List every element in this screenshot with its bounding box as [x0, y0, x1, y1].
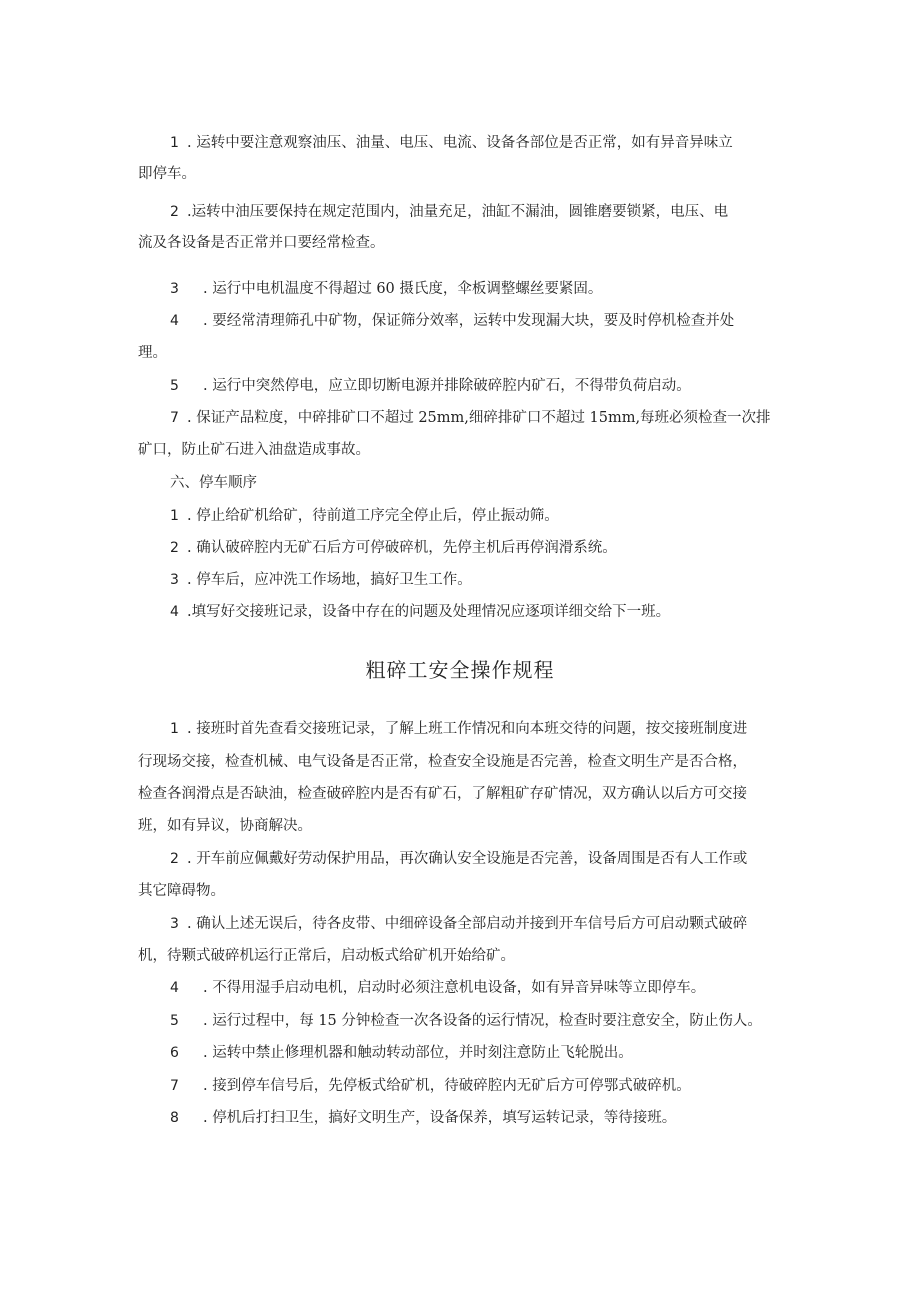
paragraph-line: . 运转中要注意观察油压、油量、电压、电流、设备各部位是否正常，如有异音异味立: [187, 135, 733, 151]
paragraph-line: . 停车后，应冲洗工作场地，搞好卫生工作。: [187, 572, 472, 588]
paragraph-line: . 确认破碎腔内无矿石后方可停破碎机，先停主机后再停润滑系统。: [187, 540, 617, 556]
item-number: 2: [170, 851, 179, 867]
item-number: 1: [170, 508, 179, 524]
paragraph-line: . 不得用湿手启动电机，启动时必须注意机电设备，如有异音异味等立即停车。: [203, 980, 706, 996]
paragraph-line: . 停止给矿机给矿，待前道工序完全停止后，停止振动筛。: [187, 508, 559, 524]
paragraph-line: . 要经常清理筛孔中矿物，保证筛分效率，运转中发现漏大块，要及时停机检查并处: [203, 313, 735, 329]
paragraph-line: 班，如有异议，协商解决。: [138, 818, 312, 834]
paragraph-line: .填写好交接班记录，设备中存在的问题及处理情况应逐项详细交给下一班。: [187, 604, 671, 620]
paragraph-line: 其它障碍物。: [138, 883, 225, 899]
item-number: 4: [170, 313, 179, 329]
item-number: 4: [170, 604, 179, 620]
paragraph-line: 理。: [138, 345, 167, 361]
section-heading: 六、停车顺序: [170, 475, 257, 491]
item-number: 3: [170, 572, 179, 588]
item-number: 6: [170, 1045, 179, 1061]
item-number: 2: [170, 540, 179, 556]
paragraph-line: . 停机后打扫卫生，搞好文明生产，设备保养，填写运转记录，等待接班。: [203, 1110, 677, 1126]
item-number: 1: [170, 721, 179, 737]
paragraph-line: . 运行中突然停电，应立即切断电源并排除破碎腔内矿石，不得带负荷启动。: [203, 378, 691, 394]
item-number: 5: [170, 378, 179, 394]
paragraph-line: . 开车前应佩戴好劳动保护用品，再次确认安全设施是否完善，设备周围是否有人工作或: [187, 851, 748, 867]
item-number: 5: [170, 1013, 179, 1029]
item-number: 1: [170, 135, 179, 151]
item-number: 7: [170, 1078, 179, 1094]
paragraph-line: .运转中油压要保持在规定范围内，油量充足，油缸不漏油，圆锥磨要锁紧，电压、电: [187, 204, 729, 220]
item-number: 3: [170, 916, 179, 932]
item-number: 7: [170, 410, 179, 426]
paragraph-line: 行现场交接，检查机械、电气设备是否正常，检查安全设施是否完善，检查文明生产是否合格，: [138, 754, 747, 770]
paragraph-line: . 运转中禁止修理机器和触动转动部位，并时刻注意防止飞轮脱出。: [203, 1045, 633, 1061]
paragraph-line: 流及各设备是否正常并口要经常检查。: [138, 235, 385, 251]
paragraph-line: . 保证产品粒度，中碎排矿口不超过 25mm,细碎排矿口不超过 15mm,每班必须检查一次排: [187, 410, 771, 426]
paragraph-line: . 运行中电机温度不得超过 60 摄氏度，伞板调整螺丝要紧固。: [203, 281, 603, 297]
paragraph-line: 检查各润滑点是否缺油，检查破碎腔内是否有矿石，了解粗矿存矿情况，双方确认以后方可交接: [138, 786, 747, 802]
paragraph-line: . 运行过程中，每 15 分钟检查一次各设备的运行情况，检查时要注意安全，防止伤人。: [203, 1013, 762, 1029]
paragraph-line: 即停车。: [138, 166, 196, 182]
item-number: 4: [170, 980, 179, 996]
paragraph-line: . 接到停车信号后，先停板式给矿机，待破碎腔内无矿后方可停鄂式破碎机。: [203, 1078, 691, 1094]
item-number: 3: [170, 281, 179, 297]
paragraph-line: . 确认上述无误后，待各皮带、中细碎设备全部启动并接到开车信号后方可启动颗式破碎: [187, 916, 748, 932]
paragraph-line: 机，待颗式破碎机运行正常后，启动板式给矿机开始给矿。: [138, 948, 515, 964]
paragraph-line: 矿口，防止矿石进入油盘造成事故。: [138, 442, 370, 458]
paragraph-line: . 接班时首先查看交接班记录，了解上班工作情况和向本班交待的问题，按交接班制度进: [187, 721, 748, 737]
document-title: 粗碎工安全操作规程: [365, 658, 555, 682]
item-number: 2: [170, 204, 179, 220]
item-number: 8: [170, 1110, 179, 1126]
